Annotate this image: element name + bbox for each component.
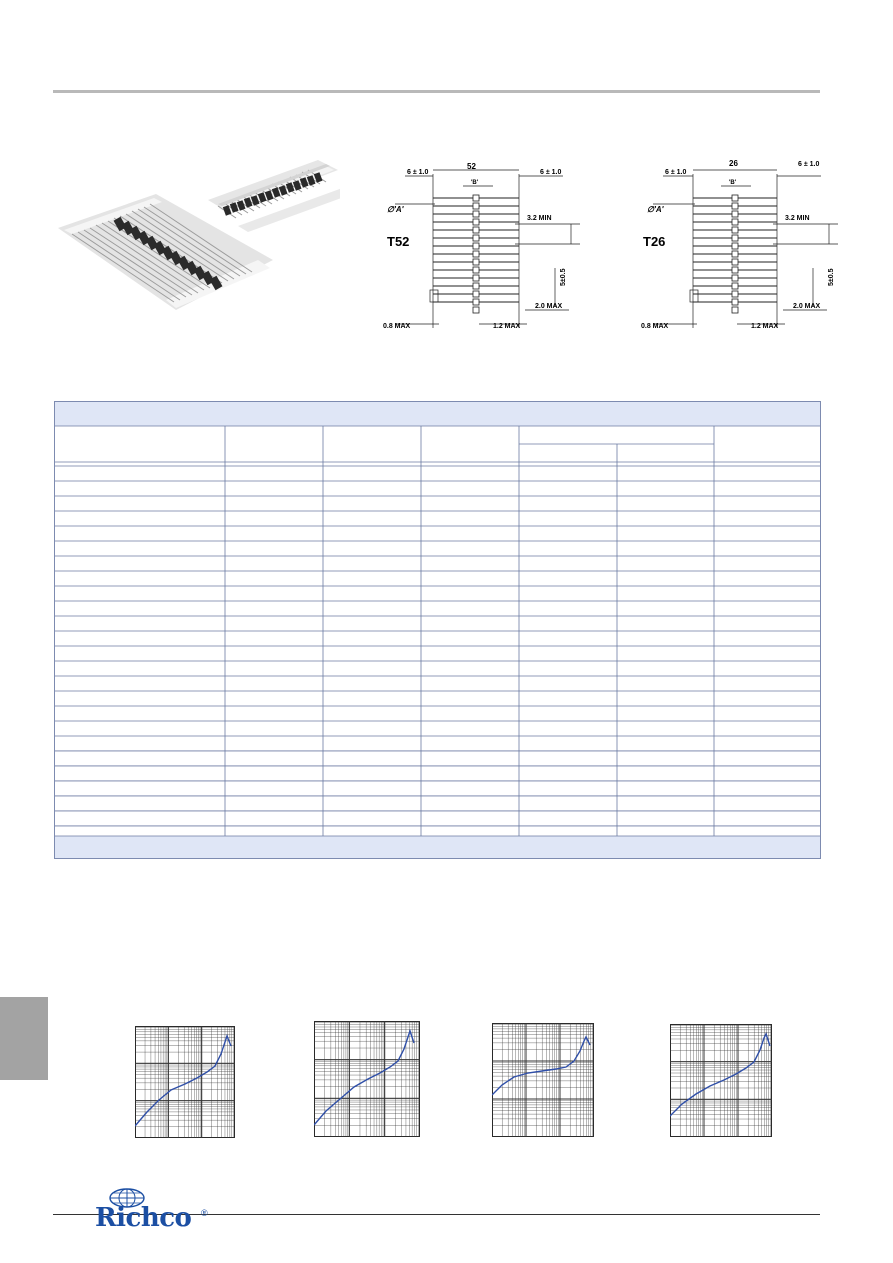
t52-width-label: 52: [467, 162, 476, 171]
t26-width-label: 26: [729, 159, 738, 168]
specification-table: [54, 401, 821, 859]
logo-wordmark: Richco: [95, 1203, 192, 1233]
t52-offset-max: 2.0 MAX: [535, 303, 563, 310]
t52-tape-diagram: [375, 158, 585, 338]
t52-tape-max: 0.8 MAX: [383, 323, 411, 330]
t26-tape-diagram: [633, 158, 843, 338]
t26-body-diameter: ∅'A': [647, 205, 664, 214]
t26-pitch: 5±0.5: [828, 268, 835, 286]
header-rule: [53, 90, 820, 93]
t52-pitch: 5±0.5: [560, 268, 567, 286]
t52-lead-min: 3.2 MIN: [527, 215, 552, 222]
t26-lead-min: 3.2 MIN: [785, 215, 810, 222]
section-tab: [0, 997, 48, 1080]
richco-logo: [95, 1188, 215, 1236]
registered-mark: ®: [201, 1208, 208, 1218]
curve-chart-1: [135, 1026, 235, 1138]
t26-offset-max: 2.0 MAX: [793, 303, 821, 310]
t26-lead-max: 1.2 MAX: [751, 323, 779, 330]
t52-label: T52: [387, 234, 410, 249]
t26-tape-max: 0.8 MAX: [641, 323, 669, 330]
t26-body-length: 'B': [729, 180, 737, 186]
t52-body-length: 'B': [471, 180, 479, 186]
t26-right-spacing: 6 ± 1.0: [798, 161, 820, 168]
curve-chart-4: [670, 1024, 772, 1137]
t52-body-diameter: ∅'A': [387, 205, 404, 214]
t52-lead-max: 1.2 MAX: [493, 323, 521, 330]
curve-chart-2: [314, 1021, 420, 1137]
curve-chart-3: [492, 1023, 594, 1137]
component-tape-photo: [58, 150, 340, 328]
t26-label: T26: [643, 234, 666, 249]
t52-left-spacing: 6 ± 1.0: [407, 169, 429, 176]
t26-left-spacing: 6 ± 1.0: [665, 169, 687, 176]
t52-right-spacing: 6 ± 1.0: [540, 169, 562, 176]
table-grid: [55, 402, 820, 858]
